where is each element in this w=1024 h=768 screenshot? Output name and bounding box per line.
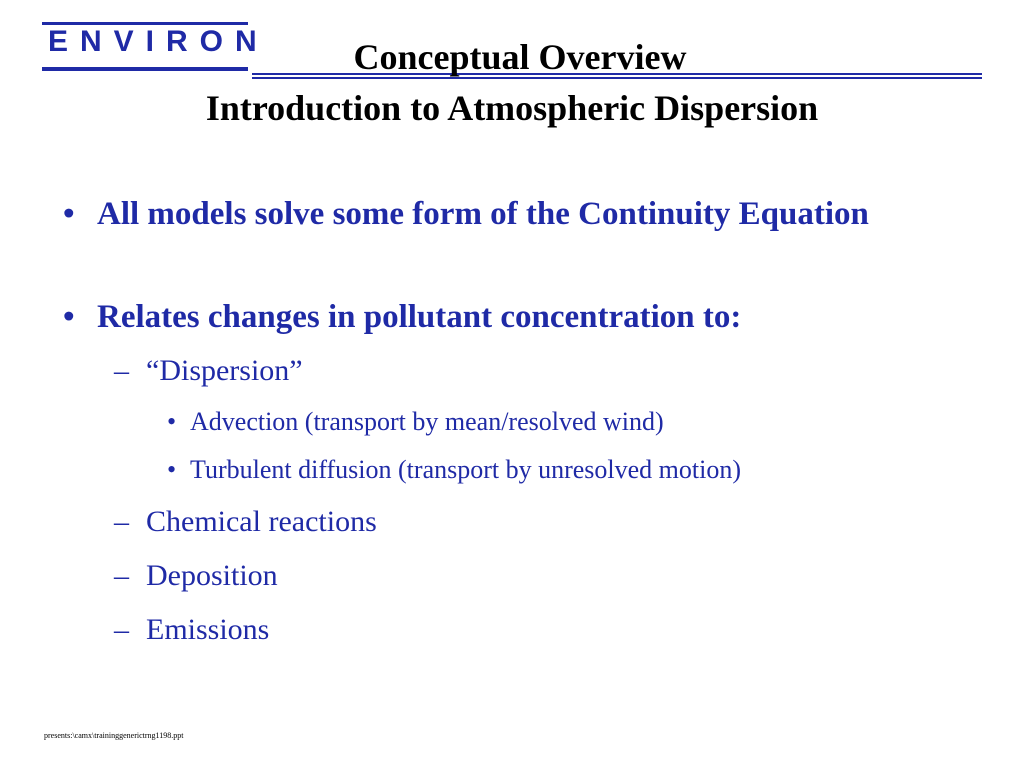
slide-title: Conceptual Overview xyxy=(353,37,687,77)
bullet-marker: • xyxy=(167,455,177,484)
bullet-marker: • xyxy=(63,299,75,335)
bullet-text: Advection (transport by mean/resolved wind) xyxy=(190,407,664,436)
footer-file-path: presents:\camx\traininggenerictrng1198.ppt xyxy=(44,731,184,740)
dash-marker: – xyxy=(114,559,129,592)
bullet-text: “Dispersion” xyxy=(146,354,303,387)
slide-subtitle: Introduction to Atmospheric Dispersion xyxy=(205,88,819,128)
dash-marker: – xyxy=(114,505,129,538)
list-item xyxy=(167,453,741,487)
bullet-text: Deposition xyxy=(146,559,278,592)
bullet-marker: • xyxy=(167,407,177,436)
list-item xyxy=(114,610,269,650)
bullet-text: All models solve some form of the Continuity Equation xyxy=(97,196,869,232)
list-item xyxy=(167,405,664,439)
bullet-text: Chemical reactions xyxy=(146,505,377,538)
dash-marker: – xyxy=(114,613,129,646)
bullet-text: Turbulent diffusion (transport by unresolved motion) xyxy=(190,455,742,484)
bullet-text: Relates changes in pollutant concentration to: xyxy=(97,299,742,335)
list-item xyxy=(114,502,377,542)
list-item xyxy=(114,351,303,391)
list-item xyxy=(55,191,915,237)
list-item xyxy=(55,294,955,340)
list-item xyxy=(114,556,278,596)
bullet-text: Emissions xyxy=(146,613,270,646)
dash-marker: – xyxy=(114,354,129,387)
logo-text: ENVIRON xyxy=(48,25,269,58)
bullet-marker: • xyxy=(63,196,75,232)
